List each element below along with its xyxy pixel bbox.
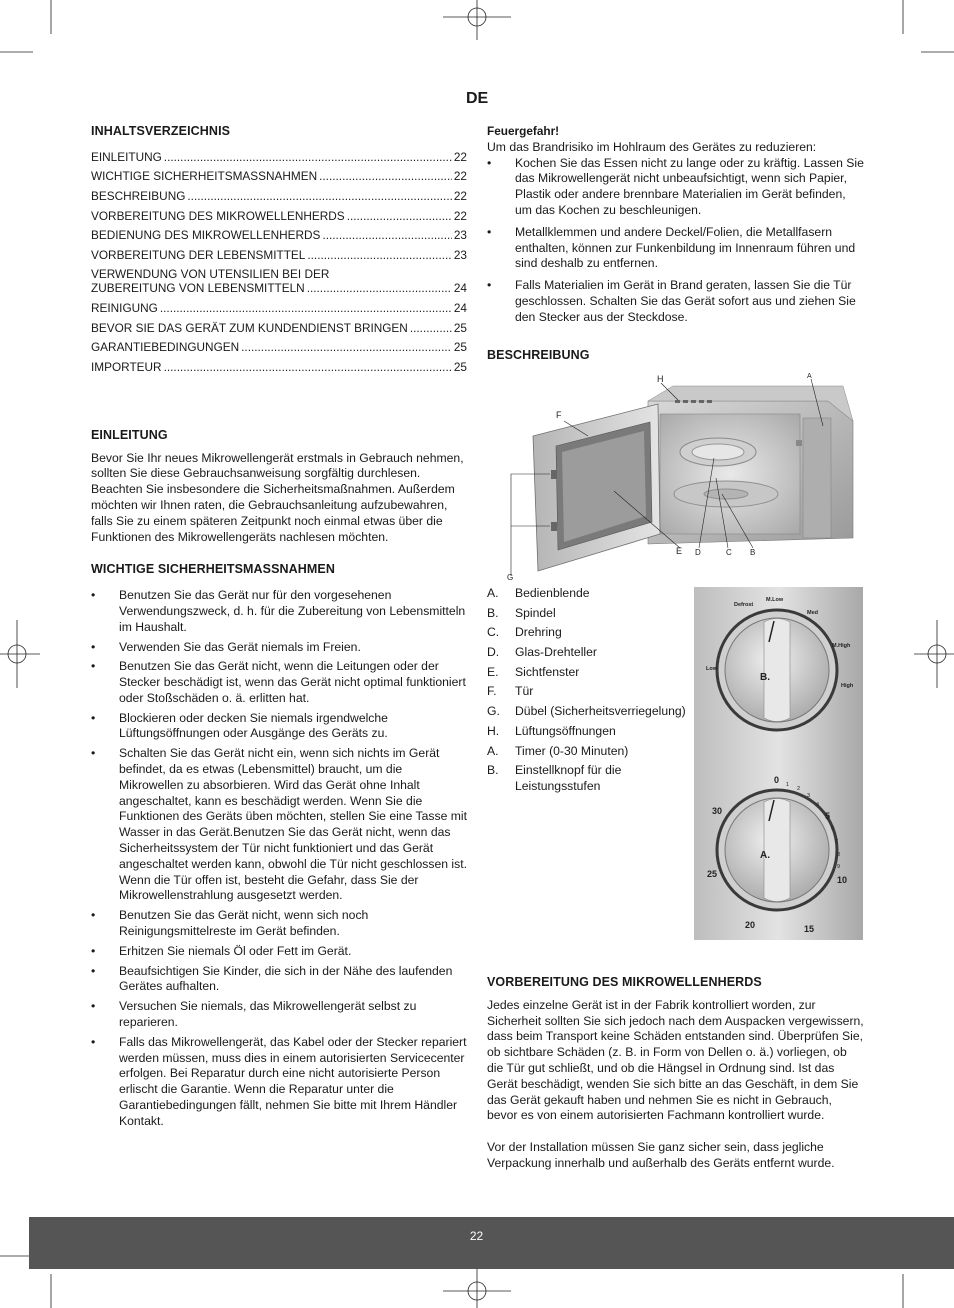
description-item-key: B. <box>487 605 499 620</box>
description-item-text: Lüftungsöffnungen <box>515 723 616 738</box>
toc-entry <box>91 360 467 374</box>
fire-item: • Falls Materialien im Gerät in Brand geraten, lassen Sie die Tür geschlossen. Schalten Sie das Gerät sofort aus und ziehen Sie den Stecker aus der Steckdose. <box>487 278 865 325</box>
label-e: E <box>676 546 683 556</box>
timer-mark-4: 4 <box>816 802 820 808</box>
label-h: H <box>657 374 664 384</box>
safety-list <box>91 588 467 1130</box>
toc-entry-title: REINIGUNG <box>91 300 158 315</box>
timer-mark-10: 10 <box>837 875 848 885</box>
timer-mark-30: 30 <box>712 806 723 816</box>
page-number: 22 <box>469 1229 484 1243</box>
description-item <box>487 645 687 661</box>
timer-mark-6: 6 <box>831 826 835 832</box>
description-item <box>487 665 687 681</box>
fire-title: Feuergefahr! <box>487 124 560 138</box>
preparation-text-1: Jedes einzelne Gerät ist in der Fabrik kontrolliert worden, zur Sicherheit sollten Sie sich jedoch nach dem Auspacken vergewissern, dass beim Transport keine Schäden entstanden sind. Überprüfen Sie, ob sichtbare Schäden (z. B. in Form von Dellen o. ä.) vorliegen, ob die Tür gut schließt, und ob die Hängsel in Ordnung sind. Ist das Gerät beschädigt, wenden Sie sich bitte an das Geschäft, in dem Sie das Gerät gekauft haben und nehmen Sie es nicht in Gebrauch, bevor es von einem autorisierten Fachmann kontrolliert wurde. <box>487 997 864 1123</box>
timer-mark-25: 25 <box>707 869 718 879</box>
timer-mark-9: 9 <box>837 864 841 870</box>
description-item-text: Bedienblende <box>515 586 590 600</box>
toc-entry-title: ZUBEREITUNG VON LEBENSMITTELN <box>91 281 305 296</box>
description-item-key: E. <box>487 664 499 679</box>
safety-item: • Benutzen Sie das Gerät nicht, wenn die Leitungen oder der Stecker beschädigt ist, wenn das Gerät nicht optimal funktioniert oder Stoßschäden o. ä. erlitten hat. <box>91 659 467 706</box>
toc-entry <box>91 189 467 203</box>
toc-entry-page: 23 <box>453 228 467 243</box>
toc-leader <box>322 228 451 242</box>
safety-item: • Beaufsichtigen Sie Kinder, die sich in der Nähe des laufenden Gerätes aufhalten. <box>91 964 467 996</box>
description-item <box>487 744 687 760</box>
toc-leader <box>410 321 452 335</box>
toc-entry-page: 23 <box>453 247 467 262</box>
description-title: BESCHREIBUNG <box>487 347 590 362</box>
power-mark-mhigh: M.High <box>832 643 851 649</box>
toc-entry-page: 25 <box>453 359 467 374</box>
safety-item: • Benutzen Sie das Gerät nicht, wenn sich noch Reinigungsmittelreste im Gerät befinden. <box>91 908 467 940</box>
fire-list <box>487 156 865 326</box>
preparation-section <box>487 975 865 1172</box>
toc-leader <box>187 189 451 203</box>
description-item-text: Tür <box>515 684 534 699</box>
description-item-text: Sichtfenster <box>515 664 580 679</box>
timer-mark-8: 8 <box>837 852 841 858</box>
preparation-text-2: Vor der Installation müssen Sie ganz sicher sein, dass jegliche Verpackung innerhalb und außerhalb des Geräts entfernt wurde. <box>487 1140 835 1170</box>
description-item-text: Spindel <box>515 605 556 620</box>
toc-entry-page: 24 <box>453 300 467 315</box>
power-mark-mlow: M.Low <box>766 597 784 603</box>
description-item <box>487 606 687 622</box>
timer-mark-2: 2 <box>797 786 801 792</box>
toc-title: INHALTSVERZEICHNIS <box>91 124 231 138</box>
description-item-key: D. <box>487 645 500 660</box>
safety-item: • Schalten Sie das Gerät nicht ein, wenn sich nichts im Gerät befindet, da es etwas (Lebensmittel) braucht, um die Mikrowellen zu absorbieren. Wird das Gerät ohne Inhalt angeschaltet, kann es beschädigt werden. Wenn Sie die Funktionen des Geräts üben möchten, stellen Sie eine Tasse mit Wasser in das Gerät.Benutzen Sie das Gerät nicht, wenn das Sicherheitssystem der Tür nicht funktioniert und das Gerät angeschaltet werden kann, obwohl die Tür nicht geschlossen ist. Wenn die Tür offen ist, besteht die Gefahr, dass Sie der Mikrowellenstrahlung ausgesetzt werden. <box>91 746 467 904</box>
language-code: DE <box>466 90 489 107</box>
timer-mark-15: 15 <box>804 924 815 934</box>
toc-leader <box>160 301 452 315</box>
toc-entry-page: 24 <box>453 281 467 296</box>
description-item-key: G. <box>487 704 500 719</box>
toc-entry-page: 25 <box>453 340 467 355</box>
description-item-text: Dübel (Sicherheitsverriegelung) <box>515 704 686 719</box>
description-item <box>487 763 687 795</box>
label-c: C <box>726 548 732 557</box>
toc-entry-page: 22 <box>453 149 467 164</box>
toc-entry <box>91 150 467 164</box>
description-item-key: F. <box>487 684 497 699</box>
label-b: B <box>750 548 756 557</box>
toc-entry-title: IMPORTEUR <box>91 359 162 374</box>
timer-mark-7: 7 <box>835 839 839 845</box>
toc-entry <box>91 248 467 262</box>
toc-leader <box>307 281 452 295</box>
timer-dial-label: A. <box>760 850 770 861</box>
microwave-diagram <box>498 366 868 584</box>
toc-entry <box>91 169 467 183</box>
description-item-key: B. <box>487 763 499 778</box>
power-mark-defrost: Defrost <box>734 602 754 608</box>
description-item-text: Glas-Drehteller <box>515 645 597 660</box>
toc-entry-title: BESCHREIBUNG <box>91 188 186 203</box>
description-item-text: Drehring <box>515 625 562 640</box>
safety-item: • Verwenden Sie das Gerät niemals im Freien. <box>91 640 467 656</box>
toc-leader <box>164 150 452 164</box>
label-g: G <box>507 573 514 582</box>
toc-entry <box>91 228 467 242</box>
label-f: F <box>556 410 562 420</box>
power-mark-med: Med <box>807 610 818 616</box>
description-item <box>487 704 687 720</box>
toc-leader <box>307 248 452 262</box>
safety-item: • Erhitzen Sie niemals Öl oder Fett im Gerät. <box>91 944 467 960</box>
description-item-text: Timer (0-30 Minuten) <box>515 743 629 758</box>
toc-entry-page: 25 <box>453 320 467 335</box>
description-item <box>487 724 687 740</box>
toc-entry <box>91 301 467 315</box>
toc-entry-title: WICHTIGE SICHERHEITSMASSNAHMEN <box>91 169 318 184</box>
toc-entry-page: 22 <box>453 208 467 223</box>
toc-entry <box>91 340 467 354</box>
toc-entry-page: 22 <box>453 169 467 184</box>
toc-entry-page: 22 <box>453 188 467 203</box>
description-item <box>487 684 687 700</box>
toc-entry-title: VORBEREITUNG DER LEBENSMITTEL <box>91 247 306 262</box>
timer-mark-1: 1 <box>786 782 790 788</box>
table-of-contents <box>91 150 467 374</box>
description-item-key: A. <box>487 586 499 600</box>
intro-title: EINLEITUNG <box>91 427 168 442</box>
safety-item: • Versuchen Sie niemals, das Mikrowellengerät selbst zu reparieren. <box>91 999 467 1031</box>
toc-entry-title: EINLEITUNG <box>91 149 162 164</box>
right-column <box>487 124 865 373</box>
toc-entry-title: BEVOR SIE DAS GERÄT ZUM KUNDENDIENST BRINGEN <box>91 320 408 335</box>
toc-leader <box>241 340 452 354</box>
fire-item: • Metallklemmen und andere Deckel/Folien, die Metallfasern enthalten, können zur Funkenbildung im Innenraum führen und sind deshalb zu entfernen. <box>487 225 865 272</box>
timer-mark-3: 3 <box>807 793 811 799</box>
label-a: A <box>807 373 812 380</box>
toc-entry-title: GARANTIEBEDINGUNGEN <box>91 340 240 355</box>
power-mark-high: High <box>841 683 854 689</box>
safety-item: • Falls das Mikrowellengerät, das Kabel oder der Stecker repariert werden müssen, muss dies in einem autorisierten Servicecenter erfolgen. Bei Reparatur durch eine nicht autorisierte Person erlischt die Garantie. Wenn die Reparatur unter die Garantiebedingungen fällt, nehmen Sie bitte mit Ihrem Händler Kontakt. <box>91 1035 467 1130</box>
toc-entry <box>91 209 467 223</box>
label-d: D <box>695 548 701 557</box>
description-item-key: A. <box>487 743 499 758</box>
left-column <box>91 124 467 1134</box>
fire-intro: Um das Brandrisiko im Hohlraum des Gerätes zu reduzieren: <box>487 139 817 154</box>
toc-entry-title: BEDIENUNG DES MIKROWELLENHERDS <box>91 228 321 243</box>
description-item <box>487 625 687 641</box>
description-item-key: H. <box>487 723 500 738</box>
description-item-text: Einstellknopf für die Leistungsstufen <box>515 763 622 793</box>
description-list <box>487 586 687 799</box>
power-mark-low: Low <box>706 666 717 672</box>
toc-entry <box>91 267 467 295</box>
page-footer <box>29 1217 954 1269</box>
toc-entry-line: VERWENDUNG VON UTENSILIEN BEI DER <box>91 267 330 282</box>
power-dial-label: B. <box>760 672 770 683</box>
intro-text: Bevor Sie Ihr neues Mikrowellengerät erstmals in Gebrauch nehmen, sollten Sie diese Gebrauchsanweisung sorgfältig durchlesen. Beachten Sie insbesondere die Sicherheitsmaßnahmen. Außerdem möchten wir Ihnen raten, die Gebrauchsanleitung aufzubewahren, falls Sie zu einem späteren Zeitpunkt noch einmal etwas über die Funktionen des Mikrowellengeräts nachlesen möchten. <box>91 450 464 544</box>
safety-item: • Benutzen Sie das Gerät nur für den vorgesehenen Verwendungszweck, d. h. für die Zubereitung von Lebensmitteln im Haushalt. <box>91 588 467 635</box>
timer-mark-0: 0 <box>774 775 780 785</box>
timer-mark-20: 20 <box>745 920 756 930</box>
toc-leader <box>164 360 452 374</box>
safety-item: • Blockieren oder decken Sie niemals irgendwelche Lüftungsöffnungen oder Ausgänge des Geräts zu. <box>91 711 467 743</box>
description-item-key: C. <box>487 625 500 640</box>
timer-mark-5: 5 <box>825 811 831 821</box>
fire-item: • Kochen Sie das Essen nicht zu lange oder zu kräftig. Lassen Sie das Mikrowellengerät nicht unbeaufsichtigt, wenn sich Papier, Plastik oder andere brennbare Materialien im Gerät befinden, um das Kochen zu beschleunigen. <box>487 156 865 219</box>
toc-leader <box>347 209 452 223</box>
toc-leader <box>319 169 452 183</box>
toc-entry <box>91 321 467 335</box>
preparation-title: VORBEREITUNG DES MIKROWELLENHERDS <box>487 975 762 989</box>
description-item <box>487 586 687 602</box>
toc-entry-title: VORBEREITUNG DES MIKROWELLENHERDS <box>91 208 345 223</box>
control-panel-dials <box>694 587 863 940</box>
safety-title: WICHTIGE SICHERHEITSMASSNAHMEN <box>91 562 335 577</box>
